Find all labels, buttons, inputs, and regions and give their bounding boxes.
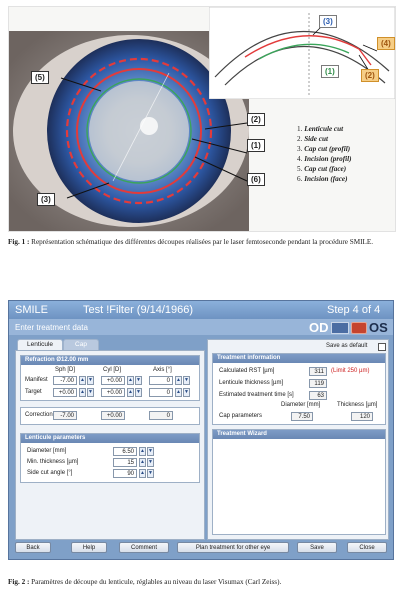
min-thickness-label: Min. thickness [µm] <box>27 459 79 465</box>
legend-item: 4. Incision (profil) <box>297 155 352 163</box>
figure-2-caption: Fig. 2 : Paramètres de découpe du lenticule, réglables au niveau du laser Visumax (Carl Zeiss). <box>8 578 282 586</box>
save-button[interactable]: Save <box>297 542 337 553</box>
correction-cyl-value: +0.00 <box>101 411 125 420</box>
legend-item: 2. Side cut <box>297 135 328 143</box>
target-label: Target <box>25 389 42 395</box>
correction-section <box>20 407 200 425</box>
screen-icon <box>331 322 349 334</box>
subtitle-bar <box>9 319 393 335</box>
diameter-stepper[interactable]: ▲ ▼ <box>140 448 153 454</box>
smile-treatment-window <box>8 300 394 560</box>
figure-1-caption: Fig. 1 : Représentation schématique des différentes découpes réalisées par le laser femtoseconde pendant la procédure SMILE. <box>8 238 374 246</box>
back-button[interactable]: Back <box>15 542 51 553</box>
refraction-header: Refraction Ø12.00 mm <box>21 356 199 365</box>
app-name: SMILE <box>15 304 49 316</box>
close-button[interactable]: Close <box>347 542 387 553</box>
target-axis-field[interactable]: 0 <box>149 388 173 397</box>
correction-sph-value: -7.00 <box>53 411 77 420</box>
callout-2: (2) <box>247 113 265 126</box>
lenticule-thickness-label: Lenticule thickness [µm] <box>219 380 284 386</box>
rst-label: Calculated RST [µm] <box>219 368 275 374</box>
manifest-axis-stepper[interactable]: ▲ ▼ <box>176 377 189 383</box>
manifest-cyl-field[interactable]: +0.00 <box>101 376 125 385</box>
tab-cap[interactable]: Cap <box>63 339 99 350</box>
callout-4-profile: (4) <box>377 37 395 50</box>
callout-3-profile: (3) <box>319 15 337 28</box>
min-thickness-field[interactable]: 15 <box>113 458 137 467</box>
save-default-label: Save as default <box>326 343 368 349</box>
patient-title: Test !Filter (9/14/1966) <box>83 304 194 316</box>
diameter-field[interactable]: 6.50 <box>113 447 137 456</box>
treatment-time-value: 63 <box>309 391 327 400</box>
col-axis: Axis [°] <box>153 367 172 373</box>
figure-1 <box>8 6 396 232</box>
legend-item: 3. Cap cut (profil) <box>297 145 351 153</box>
target-sph-stepper[interactable]: ▲ ▼ <box>80 389 93 395</box>
manifest-label: Manifest <box>25 377 48 383</box>
rst-limit: (Limit 250 µm) <box>331 368 370 374</box>
refraction-section <box>20 355 200 401</box>
tab-lenticule[interactable]: Lenticule <box>17 339 63 350</box>
treatment-wizard-section <box>212 429 386 535</box>
target-cyl-field[interactable]: +0.00 <box>101 388 125 397</box>
col-cyl: Cyl [D] <box>103 367 121 373</box>
step-indicator: Step 4 of 4 <box>327 304 381 316</box>
target-axis-stepper[interactable]: ▲ ▼ <box>176 389 189 395</box>
eye-os-button[interactable]: OS <box>369 320 388 335</box>
profile-schematic <box>209 7 395 99</box>
legend-item: 1. Lenticule cut <box>297 125 344 133</box>
side-cut-angle-stepper[interactable]: ▲ ▼ <box>140 470 153 476</box>
treatment-time-label: Estimated treatment time [s] <box>219 392 294 398</box>
subtitle: Enter treatment data <box>15 323 88 332</box>
plan-other-eye-button[interactable]: Plan treatment for other eye <box>177 542 289 553</box>
callout-5: (5) <box>31 71 49 84</box>
target-cyl-stepper[interactable]: ▲ ▼ <box>128 389 141 395</box>
treatment-info-section <box>212 353 386 425</box>
pupil-reflex <box>140 117 158 135</box>
treatment-panel <box>207 339 389 540</box>
cap-parameters-label: Cap parameters <box>219 413 263 419</box>
callout-1: (1) <box>247 139 265 152</box>
manifest-cyl-stepper[interactable]: ▲ ▼ <box>128 377 141 383</box>
diameter-label: Diameter [mm] <box>27 448 67 454</box>
callout-1-profile: (1) <box>321 65 339 78</box>
manifest-axis-field[interactable]: 0 <box>149 376 173 385</box>
manifest-sph-field[interactable]: -7.00 <box>53 376 77 385</box>
figure-1-legend <box>297 125 393 185</box>
treatment-info-header: Treatment information <box>213 354 385 363</box>
save-default-checkbox[interactable] <box>378 343 386 351</box>
side-cut-angle-field[interactable]: 90 <box>113 469 137 478</box>
legend-item: 5. Cap cut (face) <box>297 165 347 173</box>
lenticule-parameters-section <box>20 433 200 483</box>
manifest-sph-stepper[interactable]: ▲ ▼ <box>80 377 93 383</box>
target-sph-field[interactable]: +0.00 <box>53 388 77 397</box>
correction-label: Correction <box>25 412 53 418</box>
treatment-wizard-header: Treatment Wizard <box>213 430 385 439</box>
window-title-bar <box>9 301 393 319</box>
cap-diameter-value: 7.50 <box>291 412 313 421</box>
col-sph: Sph [D] <box>55 367 76 373</box>
col-thickness: Thickness [µm] <box>337 402 378 408</box>
legend-item: 6. Incision (face) <box>297 175 348 183</box>
lenticule-panel <box>15 350 205 540</box>
comment-button[interactable]: Comment <box>119 542 169 553</box>
col-diameter: Diameter [mm] <box>281 402 321 408</box>
side-cut-angle-label: Side cut angle [°] <box>27 470 73 476</box>
callout-6: (6) <box>247 173 265 186</box>
callout-2-profile: (2) <box>361 69 379 82</box>
callout-3: (3) <box>37 193 55 206</box>
cap-thickness-value: 120 <box>351 412 373 421</box>
lenticule-thickness-value: 119 <box>309 379 327 388</box>
min-thickness-stepper[interactable]: ▲ ▼ <box>140 459 153 465</box>
help-button[interactable]: Help <box>71 542 107 553</box>
lenticule-parameters-header: Lenticule parameters <box>21 434 199 443</box>
eye-icon <box>351 322 367 334</box>
eye-od-button[interactable]: OD <box>309 320 329 335</box>
rst-value: 311 <box>309 367 327 376</box>
correction-axis-value: 0 <box>149 411 173 420</box>
